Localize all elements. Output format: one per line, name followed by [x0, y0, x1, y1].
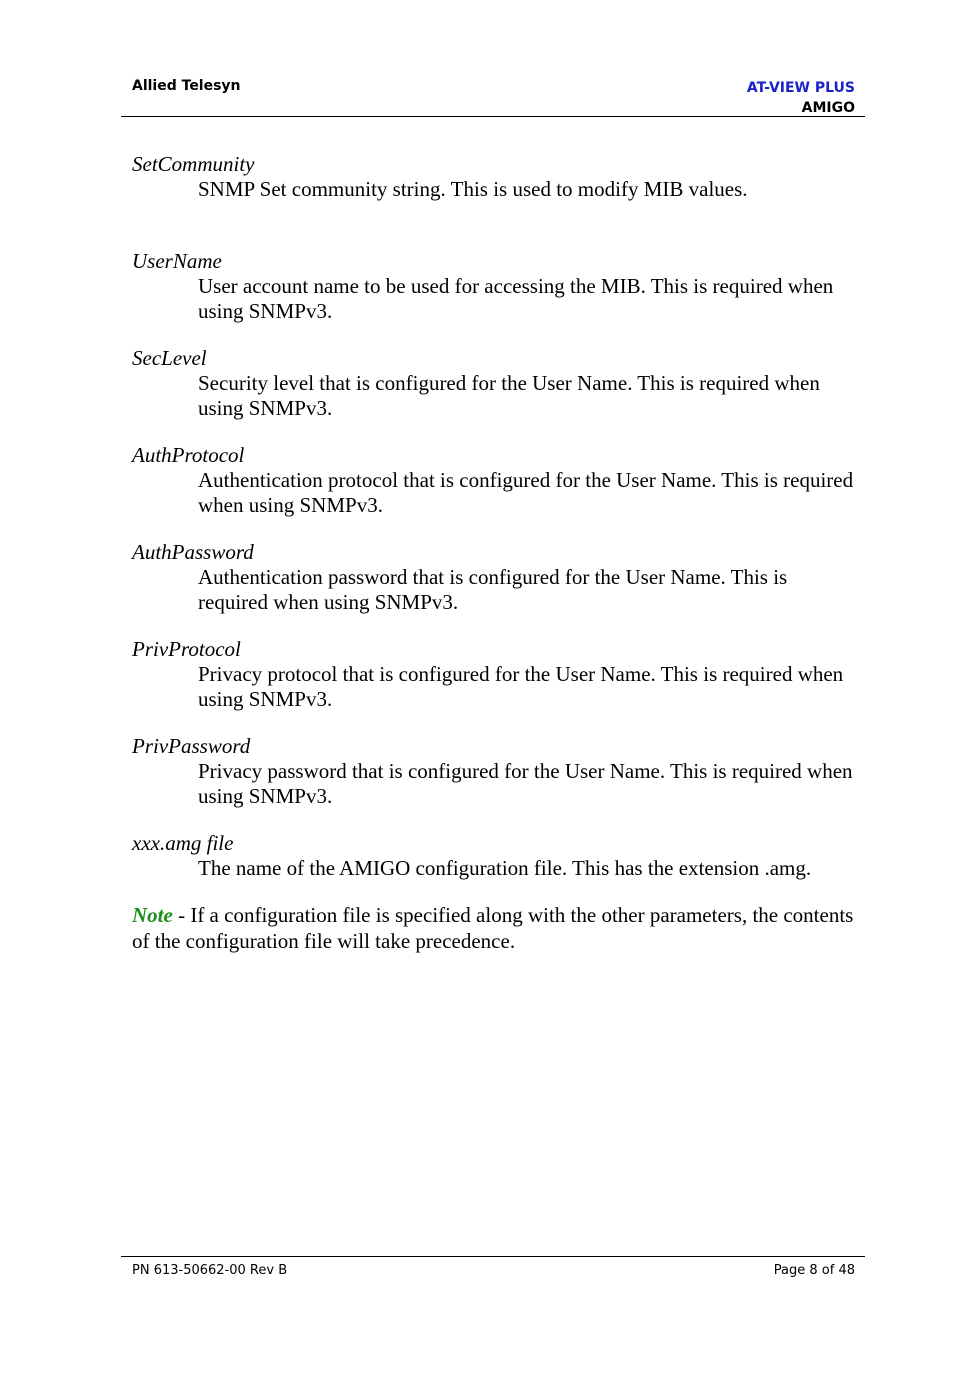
- entry-description: Authentication password that is configured for the User Name. This is required when using SNMPv3.: [198, 565, 788, 614]
- entry-term: UserName: [132, 249, 222, 273]
- entry-term: AuthProtocol: [132, 443, 245, 467]
- entry-description: Security level that is configured for the User Name. This is required when using SNMPv3.: [198, 371, 820, 420]
- entry-term: xxx.amg file: [132, 831, 234, 855]
- note-paragraph: [132, 902, 857, 954]
- note-label: Note: [132, 903, 173, 927]
- header-divider: [121, 116, 865, 117]
- entry-amg-file: [132, 830, 857, 881]
- entry-description: Authentication protocol that is configured for the User Name. This is required when using SNMPv3.: [198, 468, 854, 517]
- entry-term: PrivProtocol: [132, 637, 241, 661]
- note-text: - If a configuration file is specified along with the other parameters, the contents of the configuration file will take precedence.: [132, 903, 854, 953]
- entry-description: The name of the AMIGO configuration file. This has the extension .amg.: [198, 856, 812, 880]
- entry-term: SecLevel: [132, 346, 207, 370]
- entry-seclevel: [132, 345, 857, 421]
- entry-term: SetCommunity: [132, 152, 255, 176]
- header-module: AMIGO: [801, 100, 855, 116]
- document-body: [132, 151, 857, 954]
- footer-divider: [121, 1256, 865, 1257]
- header-product: AT-VIEW PLUS: [746, 80, 855, 96]
- entry-description: User account name to be used for accessing the MIB. This is required when using SNMPv3.: [198, 274, 834, 323]
- entry-authpassword: [132, 539, 857, 615]
- header-product-block: [747, 78, 855, 118]
- entry-description: SNMP Set community string. This is used to modify MIB values.: [198, 177, 748, 201]
- entry-description: Privacy protocol that is configured for the User Name. This is required when using SNMPv3.: [198, 662, 844, 711]
- entry-term: AuthPassword: [132, 540, 254, 564]
- footer-part-number: PN 613-50662-00 Rev B: [132, 1263, 288, 1278]
- entry-authprotocol: [132, 442, 857, 518]
- entry-privpassword: [132, 733, 857, 809]
- entry-term: PrivPassword: [132, 734, 251, 758]
- entry-description: Privacy password that is configured for the User Name. This is required when using SNMPv3.: [198, 759, 853, 808]
- entry-privprotocol: [132, 636, 857, 712]
- entry-username: [132, 248, 857, 324]
- header-company: Allied Telesyn: [132, 78, 241, 94]
- footer-page-number: Page 8 of 48: [773, 1263, 855, 1278]
- entry-setcommunity: [132, 151, 857, 202]
